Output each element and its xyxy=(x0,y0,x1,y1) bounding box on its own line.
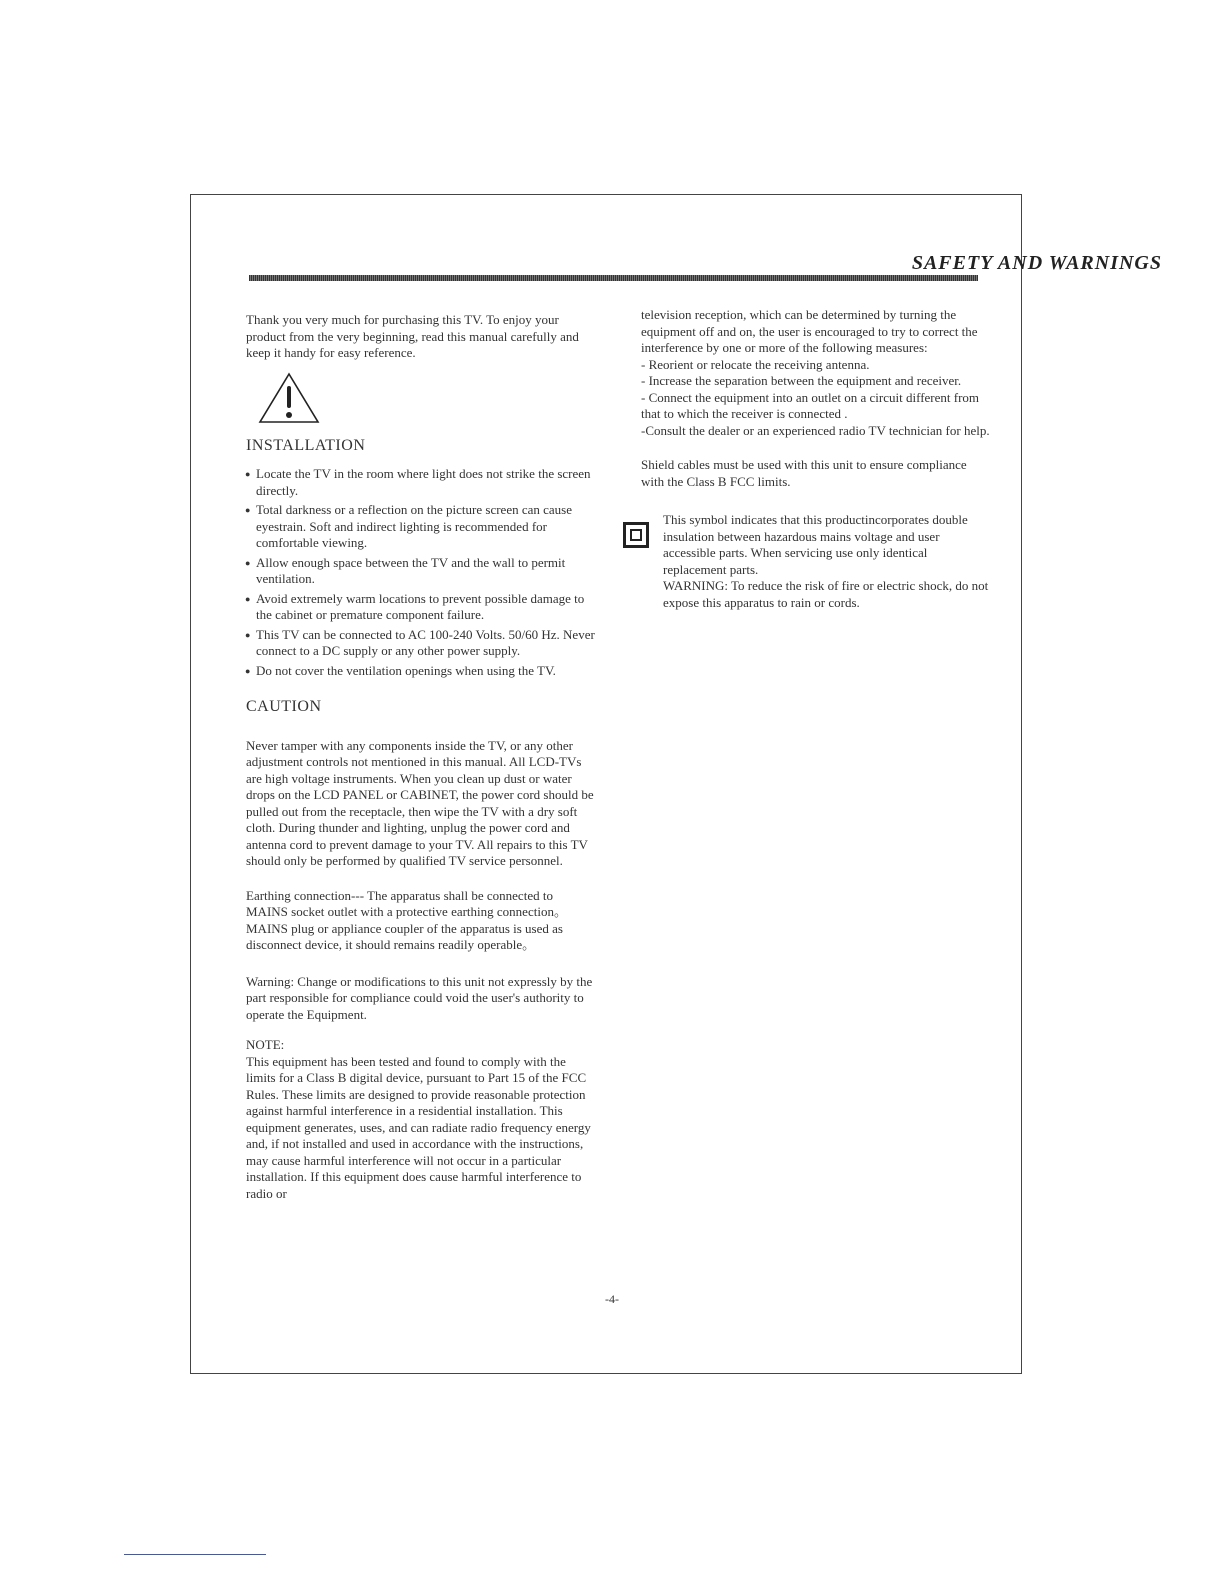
fcc-warning-text: Warning: Change or modifications to this unit not expressly by the part responsible for compliance could void the user's authority to operate the Equipment. xyxy=(246,973,593,1022)
warning-triangle-icon xyxy=(258,372,320,424)
left-column xyxy=(246,312,596,1202)
list-item: ● Locate the TV in the room where light does not strike the screen directly. xyxy=(246,466,596,499)
list-item: ● Avoid extremely warm locations to prevent possible damage to the cabinet or premature component failure. xyxy=(246,591,596,624)
installation-list xyxy=(246,466,596,679)
page-title: SAFETY AND WARNINGS xyxy=(911,252,1162,274)
caution-text: Never tamper with any components inside the TV, or any other adjustment controls not mentioned in this manual. All LCD-TVs are high voltage instruments. When you clean up dust or water drops on the LCD PANEL or CABINET, the power cord should be pulled out from the receptacle, then wipe the TV with a dry soft cloth. During thunder and lighting, unplug the power cord and antenna cord to prevent damage to your TV. All repairs to this TV should only be performed by qualified TV service personnel. xyxy=(246,737,594,868)
installation-heading: INSTALLATION xyxy=(246,436,366,454)
page-number: -4- xyxy=(605,1292,619,1306)
measure-item: - Increase the separation between the equipment and receiver. xyxy=(641,373,962,388)
continued-text: television reception, which can be determined by turning the equipment off and on, the user is encouraged to try to correct the interference by one or more of the following measures: xyxy=(641,307,978,355)
list-item: ● Allow enough space between the TV and the wall to permit ventilation. xyxy=(246,555,596,588)
measure-item: -Consult the dealer or an experienced radio TV technician for help. xyxy=(641,422,990,438)
measure-item: - Connect the equipment into an outlet on a circuit different from that to which the receiver is connected . xyxy=(641,389,980,421)
link-underline xyxy=(124,1554,266,1555)
list-item: ● This TV can be connected to AC 100-240 Volts. 50/60 Hz. Never connect to a DC supply or any other power supply. xyxy=(246,627,596,660)
double-insulation-block xyxy=(641,512,993,611)
double-insulation-icon xyxy=(623,522,649,548)
list-item: ● Total darkness or a reflection on the picture screen can cause eyestrain. Soft and indirect lighting is recommended for comfortable viewing. xyxy=(246,502,596,552)
title-rule xyxy=(249,275,978,281)
right-column xyxy=(641,307,993,611)
measure-item: - Reorient or relocate the receiving antenna. xyxy=(641,356,870,372)
shield-text: Shield cables must be used with this unit to ensure compliance with the Class B FCC limits. xyxy=(641,457,967,489)
list-item: ● Do not cover the ventilation openings when using the TV. xyxy=(246,663,596,680)
note-heading: NOTE: xyxy=(246,1037,285,1052)
shock-warning-text: WARNING: To reduce the risk of fire or electric shock, do not expose this apparatus to rain or cords. xyxy=(663,578,989,610)
intro-text: Thank you very much for purchasing this TV. To enjoy your product from the very beginning, read this manual carefully and keep it handy for easy reference. xyxy=(246,312,579,360)
caution-heading: CAUTION xyxy=(246,698,322,715)
earthing-text: Earthing connection--- The apparatus shall be connected to MAINS socket outlet with a protective earthing connection。MAINS plug or appliance coupler of the apparatus is used as disconnect device, it should remains readily operable。 xyxy=(246,887,567,952)
note-text: This equipment has been tested and found to comply with the limits for a Class B digital device, pursuant to Part 15 of the FCC Rules. These limits are designed to provide reasonable protection against harmful interference in a residential installation. This equipment generates, uses, and can radiate radio frequency energy and, if not installed and used in accordance with the instructions, may cause harmful interference will not occur in a particular installation. If this equipment does cause harmful interference to radio or xyxy=(246,1053,591,1201)
symbol-text: This symbol indicates that this productincorporates double insulation between hazardous mains voltage and user accessible parts. When servicing use only identical replacement parts. xyxy=(663,512,968,577)
